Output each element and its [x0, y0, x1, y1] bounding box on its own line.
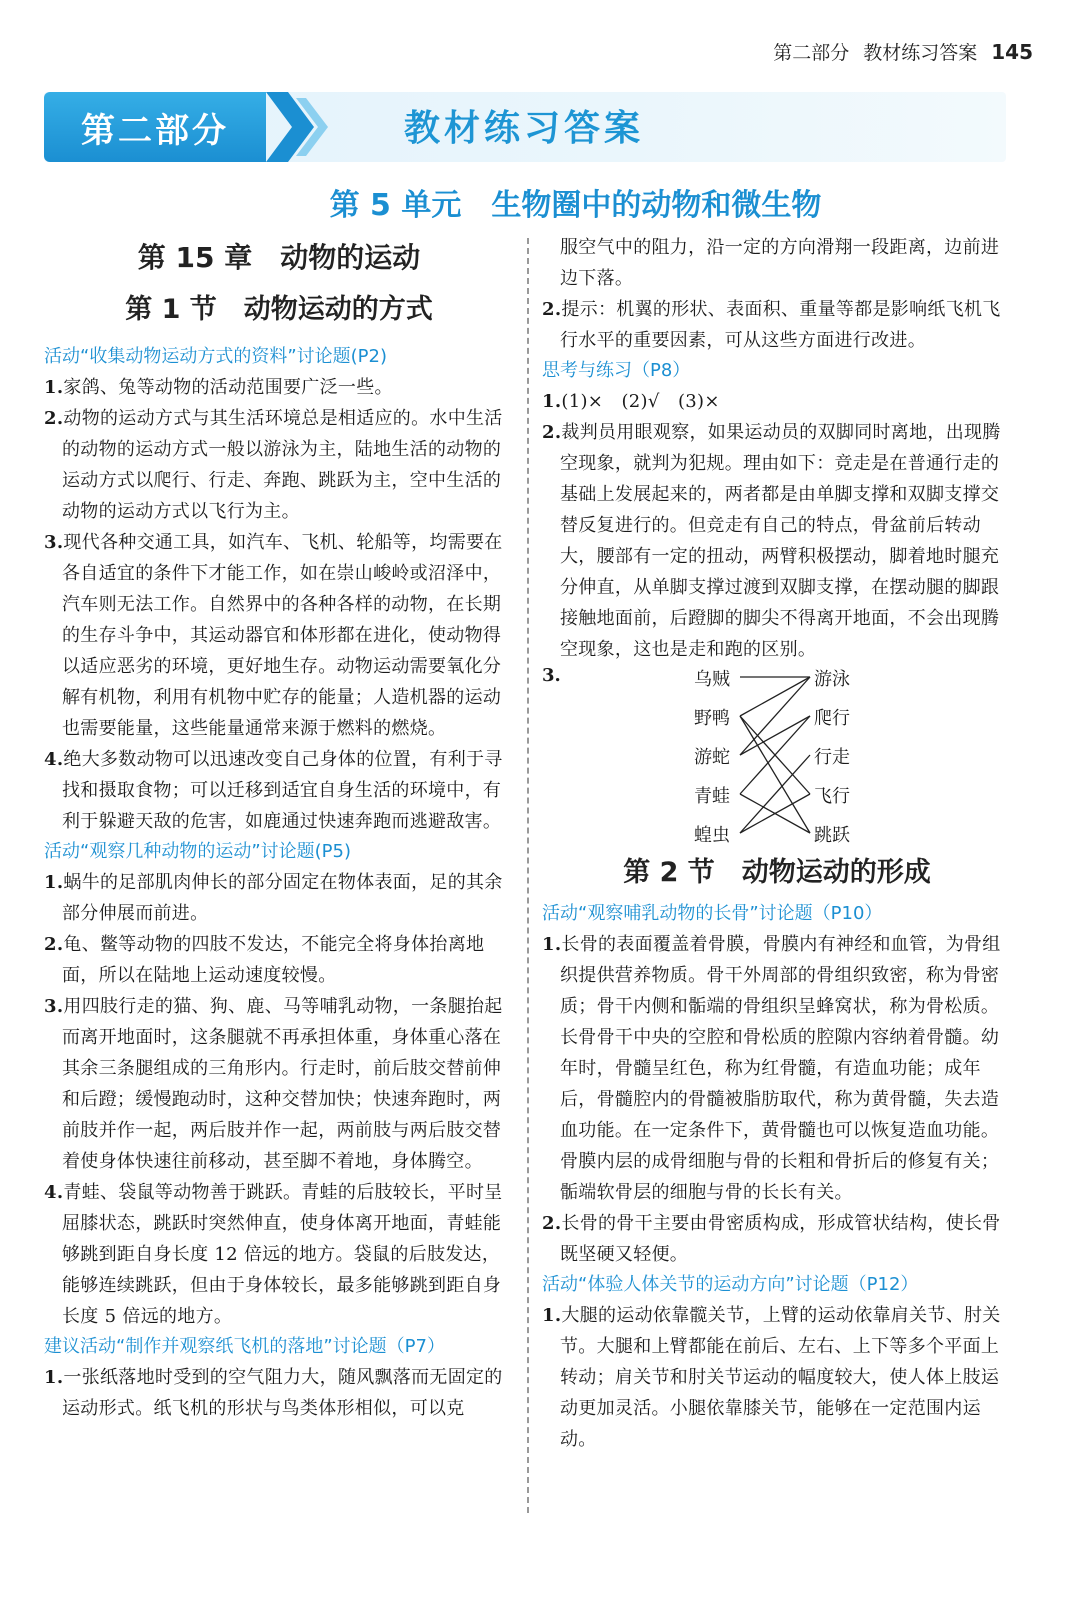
answer-item: 3.用四肢行走的猫、狗、鹿、马等哺乳动物，一条腿抬起而离开地面时，这条腿就不再承担体重，身体重心落在其余三条腿组成的三角形内。行走时，前后肢交替前伸和后蹬；缓慢跑动时，这种交替加快；快速奔跑时，两前肢并作一起，两后肢并作一起，两前肢与两后肢交替着使身体快速往前移动，甚至脚不着地，身体腾空。: [44, 996, 503, 1172]
exercise-heading: 思考与练习（P8）: [542, 360, 691, 381]
animal-label: 乌贼: [694, 669, 730, 690]
answer-item: 1.大腿的运动依靠髋关节，上臂的运动依靠肩关节、肘关节。大腿和上臂都能在前后、左右、上下等多个平面上转动；肩关节和肘关节运动的幅度较大，使人体上肢运动更加灵活。小腿依靠膝关节，能够在一定范围内运动。: [542, 1305, 1001, 1450]
animal-label: 蝗虫: [694, 825, 730, 846]
match-line: [740, 677, 810, 755]
match-line: [740, 677, 810, 716]
matching-number: 3.: [542, 665, 561, 686]
animal-label: 青蛙: [694, 786, 730, 807]
answer-item: 2.长骨的骨干主要由骨密质构成，形成管状结构，使长骨既坚硬又轻便。: [542, 1213, 1001, 1265]
page-number: 145: [991, 40, 1033, 64]
banner-title: 教材练习答案: [404, 108, 645, 149]
unit-title: 第 5 单元 生物圈中的动物和微生物: [329, 188, 822, 223]
activity-heading: 活动“观察哺乳动物的长骨”讨论题（P10）: [542, 903, 883, 924]
answer-list: [44, 867, 514, 1332]
section-title: 第 2 节 动物运动的形成: [623, 857, 931, 888]
answer-item: 3.现代各种交通工具，如汽车、飞机、轮船等，均需要在各自适宜的条件下才能工作，如在崇山峻岭或沼泽中，汽车则无法工作。自然界中的各种各样的动物，在长期的生存斗争中，其运动器官和体形都在进化，使动物得以适应恶劣的环境，更好地生存。动物运动需要氧化分解有机物，利用有机物中贮存的能量；人造机器的运动也需要能量，这些能量通常来源于燃料的燃烧。: [44, 532, 503, 739]
match-line: [740, 755, 810, 833]
activity-heading: 建议活动“制作并观察纸飞机的落地”讨论题（P7）: [44, 1336, 445, 1357]
match-line: [740, 716, 810, 833]
movement-label: 游泳: [814, 669, 850, 690]
section-title: 第 1 节 动物运动的方式: [125, 294, 433, 325]
section-banner: [44, 92, 1006, 162]
answer-list: [44, 372, 514, 837]
left-column: [44, 232, 514, 1424]
answer-item: 1.一张纸落地时受到的空气阻力大，随风飘落而无固定的运动形式。纸飞机的形状与鸟类体形相似，可以克: [44, 1367, 503, 1419]
answer-list: [44, 1362, 514, 1424]
animal-label: 野鸭: [694, 708, 730, 729]
matching-diagram: [542, 665, 1012, 846]
answer-item: 2.动物的运动方式与其生活环境总是相适应的。水中生活的动物的运动方式一般以游泳为主，陆地生活的动物的运动方式以爬行、行走、奔跑、跳跃为主，空中生活的动物的运动方式以飞行为主。: [44, 408, 503, 522]
answer-item: 1.长骨的表面覆盖着骨膜，骨膜内有神经和血管，为骨组织提供营养物质。骨干外周部的骨组织致密，称为骨密质；骨干内侧和骺端的骨组织呈蜂窝状，称为骨松质。长骨骨干中央的空腔和骨松质的腔隙内容纳着骨髓。幼年时，骨髓呈红色，称为红骨髓，有造血功能；成年后，骨髓腔内的骨髓被脂肪取代，称为黄骨髓，失去造血功能。在一定条件下，黄骨髓也可以恢复造血功能。骨膜内层的成骨细胞与骨的长粗和骨折后的修复有关；骺端软骨层的细胞与骨的长长有关。: [542, 934, 1001, 1203]
answer-item: 2.裁判员用眼观察，如果运动员的双脚同时离地，出现腾空现象，就判为犯规。理由如下：竞走是在普通行走的基础上发展起来的，两者都是由单脚支撑和双脚支撑交替反复进行的。但竞走有自己的特点，骨盆前后转动大，腰部有一定的扭动，两臂积极摆动，脚着地时腿充分伸直，从单脚支撑过渡到双脚支撑，在摆动腿的脚跟接触地面前，后蹬脚的脚尖不得离开地面，不会出现腾空现象，这也是走和跑的区别。: [542, 422, 1001, 660]
answer-item: 4.青蛙、袋鼠等动物善于跳跃。青蛙的后肢较长，平时呈屈膝状态，跳跃时突然伸直，使身体离开地面，青蛙能够跳到距自身长度 12 倍远的地方。袋鼠的后肢发达，能够连续跳跃，但由于身体较长，最多能够跳到距自身长度 5 倍远的地方。: [44, 1182, 503, 1327]
header-title: 教材练习答案: [863, 42, 978, 64]
answer-item: 1.蜗牛的足部肌肉伸长的部分固定在物体表面，足的其余部分伸展而前进。: [44, 872, 503, 924]
matching-lines: [542, 665, 1012, 843]
movement-label: 飞行: [814, 786, 850, 807]
answer-item: 1.(1)× (2)√ (3)×: [542, 391, 720, 412]
answer-item: 2.龟、鳖等动物的四肢不发达，不能完全将身体抬离地面，所以在陆地上运动速度较慢。: [44, 934, 485, 986]
movement-label: 行走: [814, 747, 850, 768]
movement-label: 爬行: [814, 708, 850, 729]
banner-tab: 第二部分: [44, 92, 266, 162]
match-line: [740, 716, 810, 755]
movement-label: 跳跃: [814, 825, 850, 846]
activity-heading: 活动“收集动物运动方式的资料”讨论题(P2): [44, 346, 388, 367]
chevron-right-icon: [266, 92, 346, 162]
animal-label: 游蛇: [694, 747, 730, 768]
header-part: 第二部分: [773, 42, 850, 64]
activity-heading: 活动“观察几种动物的运动”讨论题(P5): [44, 841, 352, 862]
answer-item: 1.家鸽、兔等动物的活动范围要广泛一些。: [44, 377, 393, 398]
answer-continuation: 服空气中的阻力，沿一定的方向滑翔一段距离，边前进边下落。: [560, 237, 1000, 289]
column-divider: [527, 238, 529, 1513]
chapter-title: 第 15 章 动物的运动: [137, 241, 421, 274]
answer-item: 4.绝大多数动物可以迅速改变自己身体的位置，有利于寻找和摄取食物；可以迁移到适宜自身生活的环境中，有利于躲避天敌的危害，如鹿通过快速奔跑而逃避敌害。: [44, 749, 503, 832]
activity-heading: 活动“体验人体关节的运动方向”讨论题（P12）: [542, 1274, 919, 1295]
answer-item: 2.提示：机翼的形状、表面积、重量等都是影响纸飞机飞行水平的重要因素，可从这些方面进行改进。: [542, 299, 1001, 351]
running-header: [773, 38, 1033, 65]
right-column: [542, 232, 1012, 1455]
